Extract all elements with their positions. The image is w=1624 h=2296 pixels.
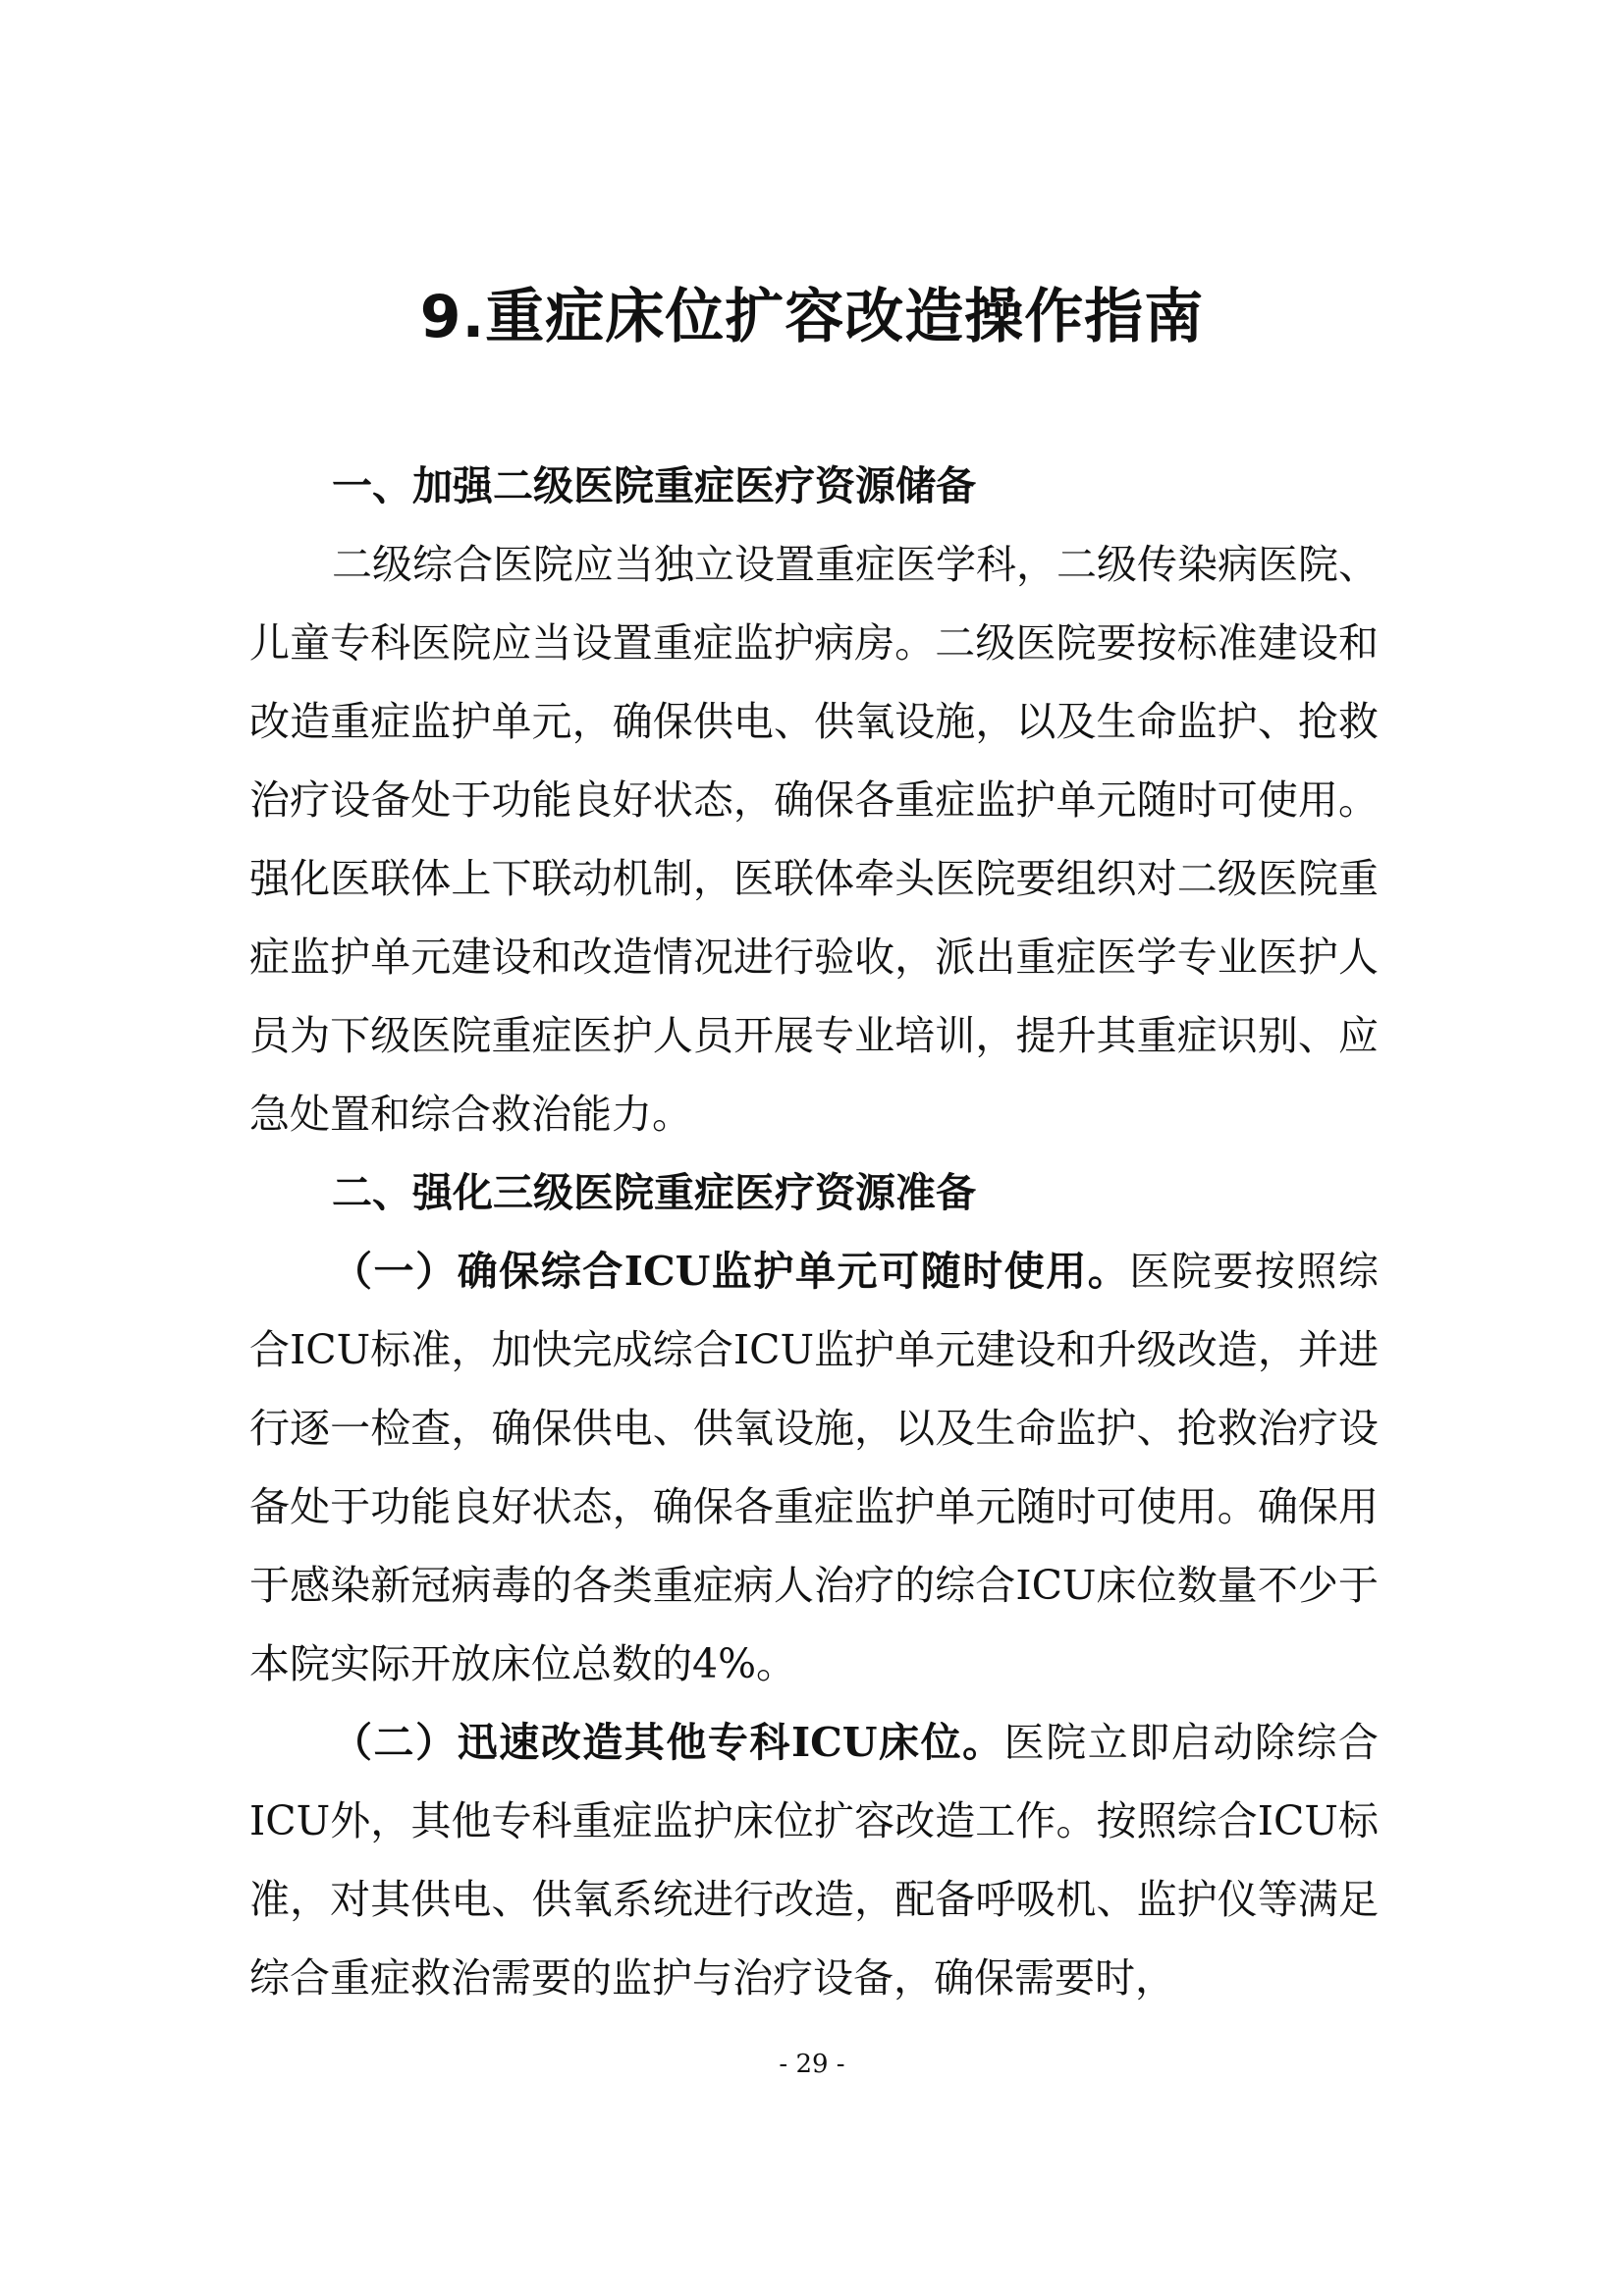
paragraph-text: 二级综合医院应当独立设置重症医学科，二级传染病医院、儿童专科医院应当设置重症监护病房。二级医院要按标准建设和改造重症监护单元，确保供电、供氧设施，以及生命监护、抢救治疗设备处于功能良好状态，确保各重症监护单元随时可使用。强化医联体上下联动机制，医联体牵头医院要组织对二级医院重症监护单元建设和改造情况进行验收，派出重症医学专业医护人员为下级医院重症医护人员开展专业培训，提升其重症识别、应急处置和综合救治能力。: [249, 541, 1379, 1138]
document-title: 9.重症床位扩容改造操作指南: [419, 283, 1205, 351]
page-number: - 29 -: [779, 2050, 845, 2079]
paragraph-text: 医院立即启动除综合ICU外，其他专科重症监护床位扩容改造工作。按照综合ICU标准，对其供电、供氧系统进行改造，配备呼吸机、监护仪等满足综合重症救治需要的监护与治疗设备，确保需要时，: [249, 1719, 1379, 2002]
paragraph-text: 医院要按照综合ICU标准，加快完成综合ICU监护单元建设和升级改造，并进行逐一检查，确保供电、供氧设施，以及生命监护、抢救治疗设备处于功能良好状态，确保各重症监护单元随时可使用。确保用于感染新冠病毒的各类重症病人治疗的综合ICU床位数量不少于本院实际开放床位总数的4%。: [249, 1248, 1379, 1687]
section-2-paragraph-1: [249, 1232, 1379, 1703]
section-heading-2: 二、强化三级医院重症医疗资源准备: [332, 1169, 976, 1216]
paragraph-lead: （一）确保综合ICU监护单元可随时使用。: [332, 1248, 1130, 1295]
document-body: [249, 447, 1379, 2017]
section-2-paragraph-2: [249, 1703, 1379, 2017]
paragraph-lead: （二）迅速改造其他专科ICU床位。: [332, 1719, 1004, 1766]
section-1-paragraph-1: [249, 525, 1379, 1153]
section-heading-1: 一、加强二级医院重症医疗资源储备: [332, 462, 976, 509]
